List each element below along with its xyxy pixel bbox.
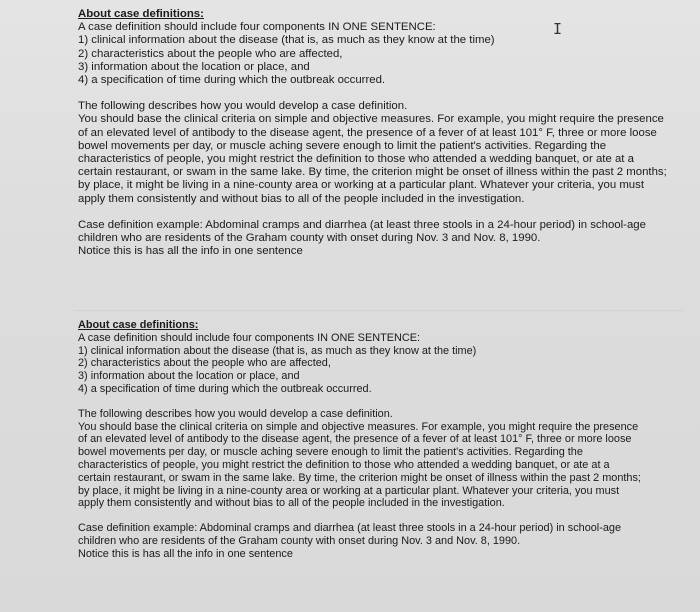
paragraph-line: by place, it might be living in a nine-county area or working at a particular plant. Whatever your criteria, you must	[78, 484, 620, 497]
paragraph-line: apply them consistently and without bias to all of the people included in the investigation.	[78, 497, 505, 510]
paragraph-line: characteristics of people, you might restrict the definition to those who attended a wedding banquet, or ate at a	[78, 458, 610, 471]
section-divider	[74, 310, 684, 311]
paragraph-line: The following describes how you would develop a case definition.	[78, 407, 393, 420]
example-line: Case definition example: Abdominal cramps and diarrhea (at least three stools in a 24-hour period) in school-age	[78, 218, 646, 231]
paragraph-line: of an elevated level of antibody to the disease agent, the presence of a fever of at least 101° F, three or more loose	[78, 433, 632, 446]
component-item: 4) a specification of time during which the outbreak occurred.	[78, 382, 372, 395]
example-note: Notice this is has all the info in one sentence	[78, 547, 293, 560]
component-item: 2) characteristics about the people who are affected,	[78, 357, 331, 370]
components-intro: A case definition should include four components IN ONE SENTENCE:	[78, 21, 436, 34]
text-cursor-icon: I	[553, 20, 563, 38]
paragraph-line: You should base the clinical criteria on simple and objective measures. For example, you might require the presence	[78, 420, 639, 433]
paragraph-line: certain restaurant, or swam in the same lake. By time, the criterion might be onset of illness within the past 2 months;	[78, 471, 641, 484]
paragraph-line: apply them consistently and without bias to all of the people included in the investigation.	[78, 192, 525, 205]
example-line: children who are residents of the Graham county with onset during Nov. 3 and Nov. 8, 1990.	[78, 232, 541, 245]
paragraph-line: characteristics of people, you might restrict the definition to those who attended a wedding banquet, or ate at a	[78, 153, 634, 166]
example-note: Notice this is has all the info in one sentence	[78, 245, 303, 258]
paragraph-line: by place, it might be living in a nine-county area or working at a particular plant. Whatever your criteria, you must	[78, 179, 645, 192]
component-item: 2) characteristics about the people who are affected,	[78, 47, 343, 60]
component-item: 3) information about the location or place, and	[78, 60, 310, 73]
section-heading: About case definitions:	[78, 319, 199, 331]
section-heading: About case definitions:	[78, 8, 204, 20]
paragraph-line: bowel movements per day, or muscle aching severe enough to limit the patient's activities. Regarding the	[78, 446, 583, 459]
paragraph-line: bowel movements per day, or muscle aching severe enough to limit the patient's activities. Regarding the	[78, 139, 607, 152]
paragraph-line: The following describes how you would develop a case definition.	[78, 100, 408, 113]
component-item: 4) a specification of time during which the outbreak occurred.	[78, 74, 386, 87]
component-item: 1) clinical information about the disease (that is, as much as they know at the time)	[78, 344, 477, 357]
paragraph-line: of an elevated level of antibody to the disease agent, the presence of a fever of at least 101° F, three or more loose	[78, 126, 657, 139]
paragraph-line: certain restaurant, or swam in the same lake. By time, the criterion might be onset of illness within the past 2 months;	[78, 166, 667, 179]
section-1	[78, 8, 690, 258]
section-2	[78, 319, 690, 561]
example-line: Case definition example: Abdominal cramps and diarrhea (at least three stools in a 24-hour period) in school-age	[78, 522, 622, 535]
components-intro: A case definition should include four components IN ONE SENTENCE:	[78, 331, 421, 344]
paragraph-line: You should base the clinical criteria on simple and objective measures. For example, you might require the presence	[78, 113, 664, 126]
component-item: 3) information about the location or place, and	[78, 370, 300, 383]
component-item: 1) clinical information about the disease (that is, as much as they know at the time)	[78, 34, 495, 47]
example-line: children who are residents of the Graham county with onset during Nov. 3 and Nov. 8, 1990.	[78, 534, 521, 547]
